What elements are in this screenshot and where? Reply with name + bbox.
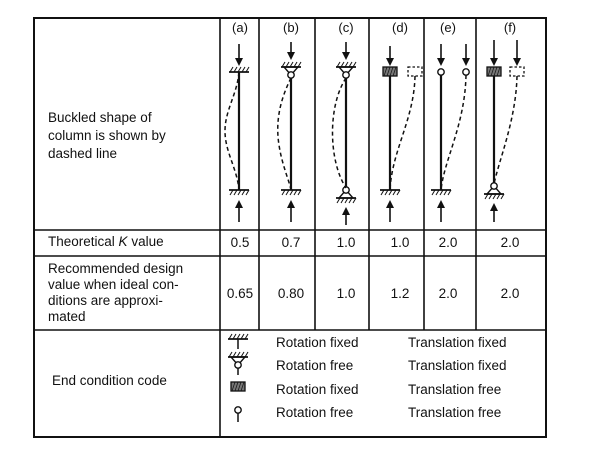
recommended-label: Recommended design value when ideal con- ditions are approxi- mated — [48, 261, 184, 324]
pin-circle — [235, 362, 241, 368]
guided-block — [383, 67, 397, 76]
recommended-value: 2.0 — [500, 286, 520, 301]
column-label: (c) — [338, 20, 354, 35]
theoretical-k-label: Theoretical K value — [48, 234, 164, 249]
free-end-circle — [463, 69, 469, 75]
load-arrow-head — [490, 58, 498, 66]
recommended-value: 1.2 — [390, 286, 410, 301]
theoretical-k-value: 2.0 — [438, 235, 458, 250]
diagram-d — [380, 46, 422, 222]
column-label: (a) — [232, 20, 248, 35]
column-label: (e) — [440, 20, 456, 35]
legend-row — [235, 405, 501, 422]
reaction-arrow-head — [287, 200, 295, 208]
buckled-shape — [225, 72, 239, 190]
free-end-circle — [438, 69, 444, 75]
end-condition-legend — [228, 334, 507, 422]
buckled-shape — [390, 76, 415, 190]
load-arrow-head — [386, 58, 394, 66]
load-arrow-head — [235, 58, 243, 66]
reaction-arrow-head — [386, 200, 394, 208]
legend-row — [228, 334, 507, 350]
load-arrow-head — [437, 58, 445, 66]
reaction-arrow-head — [342, 207, 350, 215]
legend-translation: Translation fixed — [408, 358, 507, 373]
legend-row — [228, 352, 507, 375]
recommended-value: 0.65 — [226, 286, 254, 301]
column-label: (b) — [283, 20, 299, 35]
pin-circle — [288, 72, 294, 78]
guided-block — [487, 67, 501, 76]
legend-translation: Translation free — [408, 382, 502, 397]
buckled-shape — [278, 78, 291, 190]
reaction-arrow-head — [235, 200, 243, 208]
buckled-shape — [494, 76, 517, 184]
end-condition-label: End condition code — [52, 373, 167, 388]
theoretical-k-value: 2.0 — [500, 235, 520, 250]
legend-translation: Translation free — [408, 405, 502, 420]
diagram-a — [225, 44, 249, 222]
displaced-block-outline — [408, 67, 422, 76]
diagram-c — [333, 42, 357, 225]
recommended-value: 2.0 — [438, 286, 458, 301]
theoretical-k-value: 1.0 — [336, 235, 356, 250]
load-arrow-head — [513, 58, 521, 66]
diagram-f — [484, 40, 524, 222]
reaction-arrow-head — [437, 200, 445, 208]
free-end-circle — [235, 407, 241, 413]
column-label: (f) — [503, 20, 517, 35]
legend-rotation: Rotation free — [276, 358, 354, 373]
legend-row — [231, 382, 501, 397]
displaced-block-outline — [510, 67, 524, 76]
recommended-value: 0.80 — [277, 286, 305, 301]
recommended-value: 1.0 — [336, 286, 356, 301]
reaction-arrow-head — [490, 203, 498, 211]
buckled-shape — [441, 75, 466, 190]
column-label: (d) — [392, 20, 408, 35]
legend-translation: Translation fixed — [408, 335, 507, 350]
load-arrow-head — [342, 52, 350, 60]
theoretical-k-value: 1.0 — [390, 235, 410, 250]
theoretical-k-value: 0.5 — [230, 235, 250, 250]
load-arrow-head — [287, 52, 295, 60]
legend-rotation: Rotation free — [276, 405, 354, 420]
load-arrow-head — [462, 58, 470, 66]
legend-rotation: Rotation fixed — [276, 335, 359, 350]
guided-block — [231, 382, 245, 391]
diagram-b — [278, 42, 301, 222]
buckled-shape — [333, 78, 347, 188]
description-label: Buckled shape of column is shown by dashed line — [48, 110, 166, 161]
pin-circle — [343, 72, 349, 78]
diagram-e — [431, 44, 470, 222]
column-diagrams — [225, 40, 524, 225]
pin-circle — [491, 183, 497, 189]
legend-rotation: Rotation fixed — [276, 382, 359, 397]
theoretical-k-value: 0.7 — [281, 235, 301, 250]
